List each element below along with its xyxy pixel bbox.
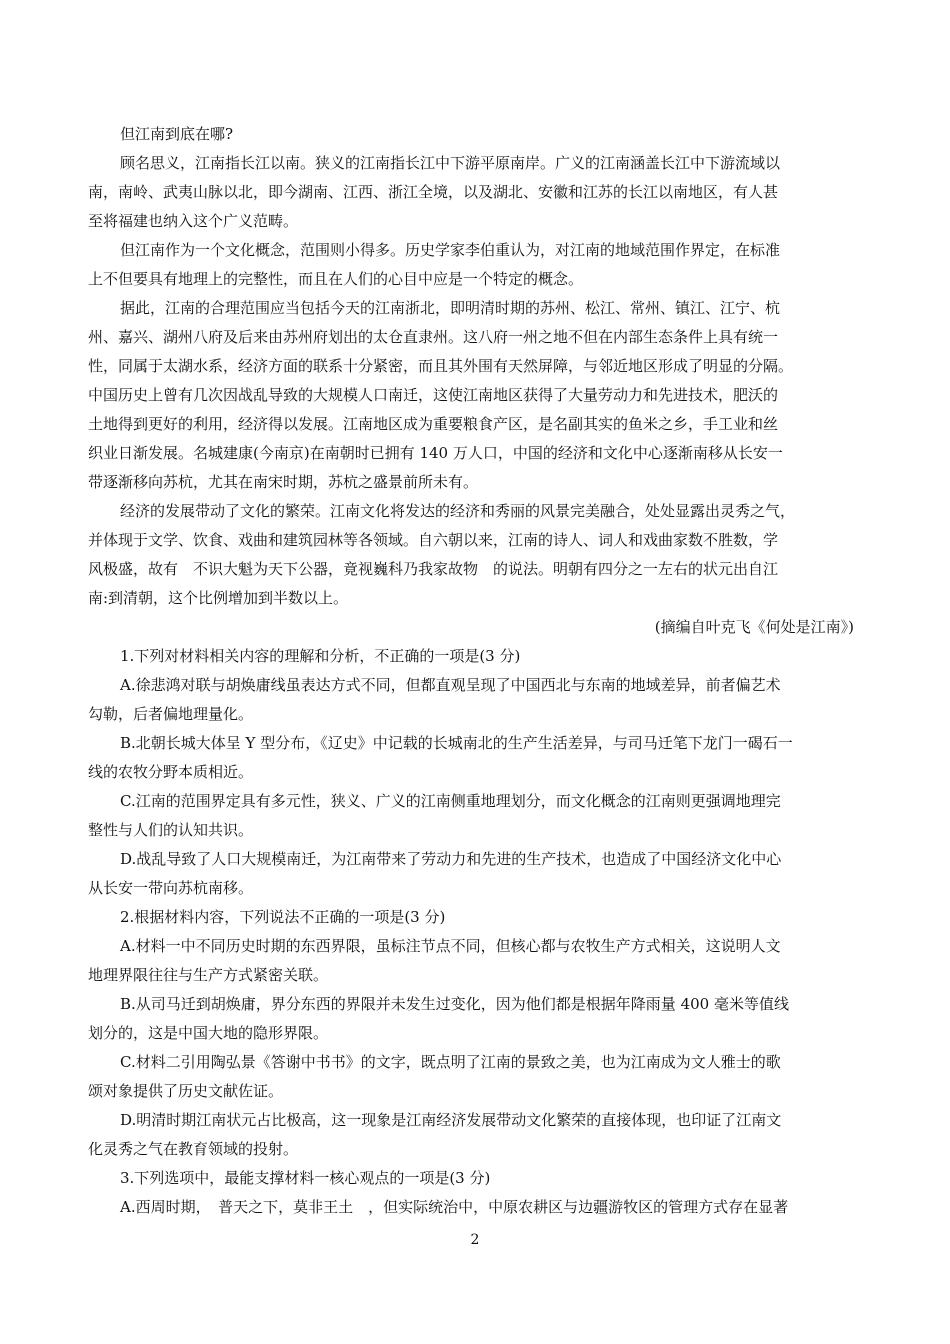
question-line: A.徐悲鸿对联与胡焕庸线虽表达方式不同，但都直观呈现了中国西北与东南的地域差异，前者偏艺术 xyxy=(120,676,781,694)
question-line: 2.根据材料内容，下列说法不正确的一项是(3 分) xyxy=(120,908,446,926)
question-line: 划分的，这是中国大地的隐形界限。 xyxy=(88,1024,329,1042)
question-line: B.从司马迁到胡焕庸，界分东西的界限并未发生过变化，因为他们都是根据年降雨量 400 毫米等值线 xyxy=(120,995,789,1013)
passage-line: 州、嘉兴、湖州八府及后来由苏州府划出的太仓直隶州。这八府一州之地不但在内部生态条件上具有统一 xyxy=(88,328,779,346)
question-line: 3.下列选项中，最能支撑材料一核心观点的一项是(3 分) xyxy=(120,1169,491,1187)
question-line: 1.下列对材料相关内容的理解和分析，不正确的一项是(3 分) xyxy=(120,647,521,665)
question-line: 颂对象提供了历史文献佐证。 xyxy=(88,1082,284,1100)
passage-line: 风极盛，故有 不识大魁为天下公器，竟视巍科乃我家故物 的说法。明朝有四分之一左右的状元出自江 xyxy=(88,560,779,578)
question-line: 整性与人们的认知共识。 xyxy=(88,821,254,839)
question-line: D.明清时期江南状元占比极高，这一现象是江南经济发展带动文化繁荣的直接体现，也印证了江南文 xyxy=(120,1111,782,1129)
question-line: 从长安一带向苏杭南移。 xyxy=(88,879,254,897)
question-line: D.战乱导致了人口大规模南迁，为江南带来了劳动力和先进的生产技术，也造成了中国经济文化中心 xyxy=(120,850,782,868)
question-line: C.江南的范围界定具有多元性，狭义、广义的江南侧重地理划分，而文化概念的江南则更强调地理完 xyxy=(120,792,781,810)
passage-line: 据此，江南的合理范围应当包括今天的江南浙北，即明清时期的苏州、松江、常州、镇江、江宁、杭 xyxy=(120,299,781,317)
passage-line: 上不但要具有地理上的完整性，而且在人们的心目中应是一个特定的概念。 xyxy=(88,270,584,288)
passage-line: 但江南到底在哪? xyxy=(120,125,234,143)
passage-line: 织业日渐发展。名城建康(今南京)在南朝时已拥有 140 万人口，中国的经济和文化中心逐渐南移从长安一 xyxy=(88,444,783,462)
passage-line: 南:到清朝，这个比例增加到半数以上。 xyxy=(88,589,349,607)
question-line: B.北朝长城大体呈 Y 型分布，《辽史》中记载的长城南北的生产生活差异，与司马迁笔下龙门一碣石一 xyxy=(120,734,793,752)
passage-line: 顾名思义，江南指长江以南。狭义的江南指长江中下游平原南岸。广义的江南涵盖长江中下游流域以 xyxy=(120,154,781,172)
passage-line: 中国历史上曾有几次因战乱导致的大规模人口南迁，这使江南地区获得了大量劳动力和先进技术，肥沃的 xyxy=(88,386,779,404)
question-line: A.西周时期， 普天之下，莫非王土 ，但实际统治中，中原农耕区与边疆游牧区的管理方式存在显著 xyxy=(120,1198,789,1216)
passage-line: 南，南岭、武夷山脉以北，即今湖南、江西、浙江全境，以及湖北、安徽和江苏的长江以南地区，有人甚 xyxy=(88,183,779,201)
page-number: 2 xyxy=(470,1232,480,1248)
question-line: C.材料二引用陶弘景《答谢中书书》的文字，既点明了江南的景致之美，也为江南成为文人雅士的歌 xyxy=(120,1053,781,1071)
passage-line: 经济的发展带动了文化的繁荣。江南文化将发达的经济和秀丽的风景完美融合，处处显露出灵秀之气， xyxy=(120,502,796,520)
question-line: 地理界限往往与生产方式紧密关联。 xyxy=(88,966,329,984)
passage-line: 带逐渐移向苏杭，尤其在南宋时期，苏杭之盛景前所未有。 xyxy=(88,473,479,491)
passage-line: 至将福建也纳入这个广义范畴。 xyxy=(88,212,299,230)
passage-line: 并体现于文学、饮食、戏曲和建筑园林等各领域。自六朝以来，江南的诗人、词人和戏曲家数不胜数，学 xyxy=(88,531,779,549)
passage-line: 土地得到更好的利用，经济得以发展。江南地区成为重要粮食产区，是名副其实的鱼米之乡，手工业和丝 xyxy=(88,415,779,433)
question-line: A.材料一中不同历史时期的东西界限，虽标注节点不同，但核心都与农牧生产方式相关，这说明人文 xyxy=(120,937,781,955)
question-line: 线的农牧分野本质相近。 xyxy=(88,763,254,781)
passage-line: 性，同属于太湖水系，经济方面的联系十分紧密，而且其外围有天然屏障，与邻近地区形成了明显的分隔。 xyxy=(88,357,794,375)
question-line: 化灵秀之气在教育领域的投射。 xyxy=(88,1140,299,1158)
passage-source: (摘编自叶克飞《何处是江南》) xyxy=(654,618,854,636)
question-line: 勾勒，后者偏地理量化。 xyxy=(88,705,254,723)
passage-line: 但江南作为一个文化概念，范围则小得多。历史学家李伯重认为，对江南的地域范围作界定，在标准 xyxy=(120,241,781,259)
